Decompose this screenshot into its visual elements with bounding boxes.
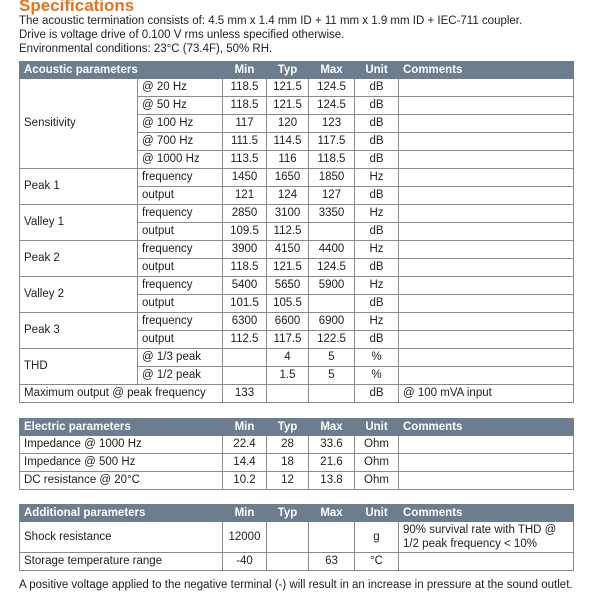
peak2-group [20,241,574,277]
typ-value [267,385,309,403]
min-value: 112.5 [223,331,267,349]
typ-value: 116 [267,151,309,169]
table-row [20,472,574,490]
min-value: 101.5 [223,295,267,313]
comment-value [399,553,574,571]
unit-value: dB [355,115,399,133]
max-value: 124.5 [309,259,355,277]
comment-value [399,151,574,169]
unit-value: dB [355,97,399,115]
peak1-group [20,169,574,205]
typ-value: 121.5 [267,259,309,277]
unit-value: dB [355,133,399,151]
condition-label: output [138,295,223,313]
min-value: 118.5 [223,259,267,277]
min-value: 1450 [223,169,267,187]
sensitivity-group [20,79,574,169]
additional-rows [20,522,574,571]
typ-value: 121.5 [267,79,309,97]
comment-value [399,454,574,472]
typ-value: 114.5 [267,133,309,151]
condition-label: frequency [138,277,223,295]
intro-line: The acoustic termination consists of: 4.5 mm x 1.4 mm ID + 11 mm x 1.9 mm ID + IEC-711 coupler. [19,15,523,27]
unit-value: % [355,367,399,385]
max-value: 127 [309,187,355,205]
condition-label: output [138,223,223,241]
max-value: 33.6 [309,436,355,454]
unit-value: dB [355,79,399,97]
min-value [223,349,267,367]
min-value: 111.5 [223,133,267,151]
min-value: 121 [223,187,267,205]
header-comments: Comments [399,505,574,522]
header-max: Max [309,419,355,436]
min-value [223,367,267,385]
valley1-group [20,205,574,241]
typ-value: 105.5 [267,295,309,313]
condition-label: output [138,331,223,349]
min-value: 133 [223,385,267,403]
acoustic-parameters-table [19,61,574,403]
unit-value: dB [355,187,399,205]
intro-text [19,14,522,56]
min-value: 22.4 [223,436,267,454]
min-value: 109.5 [223,223,267,241]
comment-value [399,259,574,277]
typ-value: 6600 [267,313,309,331]
comment-value [399,133,574,151]
header-parameter: Additional parameters [20,505,223,522]
min-value: 117 [223,115,267,133]
max-value: 4400 [309,241,355,259]
min-value: 118.5 [223,97,267,115]
typ-value: 5650 [267,277,309,295]
table-header-row [20,505,574,522]
unit-value: Hz [355,205,399,223]
param-label: Peak 1 [20,169,138,205]
max-value: 117.5 [309,133,355,151]
condition-label: @ 20 Hz [138,79,223,97]
intro-line: Environmental conditions: 23°C (73.4F), 50% RH. [19,43,273,55]
min-value: 5400 [223,277,267,295]
min-value: 2850 [223,205,267,223]
table-row [20,277,574,295]
max-value: 21.6 [309,454,355,472]
min-value: 6300 [223,313,267,331]
param-label: Impedance @ 1000 Hz [20,436,223,454]
unit-value: Hz [355,277,399,295]
unit-value: dB [355,151,399,169]
header-comments: Comments [399,419,574,436]
max-value: 5900 [309,277,355,295]
table-row [20,349,574,367]
table-row [20,553,574,571]
max-value: 122.5 [309,331,355,349]
header-parameter: Electric parameters [20,419,223,436]
condition-label: @ 1/3 peak [138,349,223,367]
header-max: Max [309,505,355,522]
typ-value: 4 [267,349,309,367]
param-label: Peak 2 [20,241,138,277]
intro-line: Drive is voltage drive of 0.100 V rms unless specified otherwise. [19,29,345,41]
max-value: 63 [309,553,355,571]
param-label: Valley 1 [20,205,138,241]
table-row [20,454,574,472]
min-value: 113.5 [223,151,267,169]
param-label: DC resistance @ 20°C [20,472,223,490]
condition-label: @ 100 Hz [138,115,223,133]
header-typ: Typ [267,505,309,522]
param-label: Shock resistance [20,522,223,553]
unit-value: dB [355,295,399,313]
typ-value: 18 [267,454,309,472]
condition-label: @ 50 Hz [138,97,223,115]
header-min: Min [223,419,267,436]
min-value: 3900 [223,241,267,259]
comment-value [399,313,574,331]
condition-label: frequency [138,313,223,331]
condition-label: @ 1/2 peak [138,367,223,385]
typ-value: 1650 [267,169,309,187]
typ-value: 124 [267,187,309,205]
header-max: Max [309,62,355,79]
header-typ: Typ [267,62,309,79]
unit-value: Ohm [355,454,399,472]
header-parameter: Acoustic parameters [20,62,223,79]
condition-label: output [138,187,223,205]
max-value: 5 [309,349,355,367]
typ-value: 1.5 [267,367,309,385]
unit-value: °C [355,553,399,571]
table-row [20,169,574,187]
footnote: A positive voltage applied to the negative terminal (-) will result in an increase in pressure at the sound outlet. [19,579,573,591]
comment-value [399,79,574,97]
electric-parameters-table [19,418,574,490]
thd-group [20,349,574,385]
comment-value [399,295,574,313]
table-row [20,385,574,403]
page-title: Specifications [19,0,135,15]
param-label: Peak 3 [20,313,138,349]
unit-value: dB [355,223,399,241]
valley2-group [20,277,574,313]
typ-value: 4150 [267,241,309,259]
comment-value [399,115,574,133]
electric-rows [20,436,574,490]
condition-label: @ 1000 Hz [138,151,223,169]
min-value: 10.2 [223,472,267,490]
unit-value: dB [355,331,399,349]
typ-value [267,522,309,553]
param-label: Maximum output @ peak frequency [20,385,223,403]
header-unit: Unit [355,62,399,79]
comment-value [399,97,574,115]
param-label: THD [20,349,138,385]
unit-value: dB [355,259,399,277]
header-unit: Unit [355,419,399,436]
peak3-group [20,313,574,349]
max-value: 124.5 [309,97,355,115]
comment-value [399,472,574,490]
header-min: Min [223,62,267,79]
min-value: 14.4 [223,454,267,472]
param-label: Valley 2 [20,277,138,313]
comment-value [399,436,574,454]
max-value: 1850 [309,169,355,187]
condition-label: frequency [138,169,223,187]
unit-value: Ohm [355,436,399,454]
unit-value: Hz [355,241,399,259]
max-value [309,223,355,241]
comment-value [399,331,574,349]
min-value: -40 [223,553,267,571]
typ-value: 121.5 [267,97,309,115]
comment-value: @ 100 mVA input [399,385,574,403]
max-value [309,522,355,553]
max-value: 123 [309,115,355,133]
table-header-row [20,419,574,436]
comment-value [399,241,574,259]
comment-value [399,367,574,385]
additional-parameters-table [19,504,574,571]
condition-label: frequency [138,241,223,259]
min-value: 12000 [223,522,267,553]
typ-value [267,553,309,571]
max-value [309,385,355,403]
param-label: Impedance @ 500 Hz [20,454,223,472]
table-row [20,522,574,553]
unit-value: g [355,522,399,553]
typ-value: 120 [267,115,309,133]
comment-value [399,223,574,241]
condition-label: output [138,259,223,277]
comment-value [399,169,574,187]
typ-value: 112.5 [267,223,309,241]
unit-value: dB [355,385,399,403]
table-row [20,205,574,223]
table-row [20,241,574,259]
table-row [20,79,574,97]
max-value: 5 [309,367,355,385]
header-typ: Typ [267,419,309,436]
table-row [20,436,574,454]
unit-value: % [355,349,399,367]
max-value: 118.5 [309,151,355,169]
comment-value: 90% survival rate with THD @ 1/2 peak frequency < 10% [399,522,574,553]
param-label: Storage temperature range [20,553,223,571]
typ-value: 117.5 [267,331,309,349]
header-min: Min [223,505,267,522]
typ-value: 28 [267,436,309,454]
max-value [309,295,355,313]
max-value: 3350 [309,205,355,223]
comment-value [399,205,574,223]
param-label: Sensitivity [20,79,138,169]
min-value: 118.5 [223,79,267,97]
condition-label: @ 700 Hz [138,133,223,151]
comment-value [399,187,574,205]
unit-value: Hz [355,169,399,187]
header-comments: Comments [399,62,574,79]
unit-value: Ohm [355,472,399,490]
max-value: 124.5 [309,79,355,97]
comment-value [399,277,574,295]
typ-value: 3100 [267,205,309,223]
typ-value: 12 [267,472,309,490]
header-unit: Unit [355,505,399,522]
unit-value: Hz [355,313,399,331]
comment-value [399,349,574,367]
max-value: 13.8 [309,472,355,490]
condition-label: frequency [138,205,223,223]
table-row [20,313,574,331]
max-value: 6900 [309,313,355,331]
table-header-row [20,62,574,79]
